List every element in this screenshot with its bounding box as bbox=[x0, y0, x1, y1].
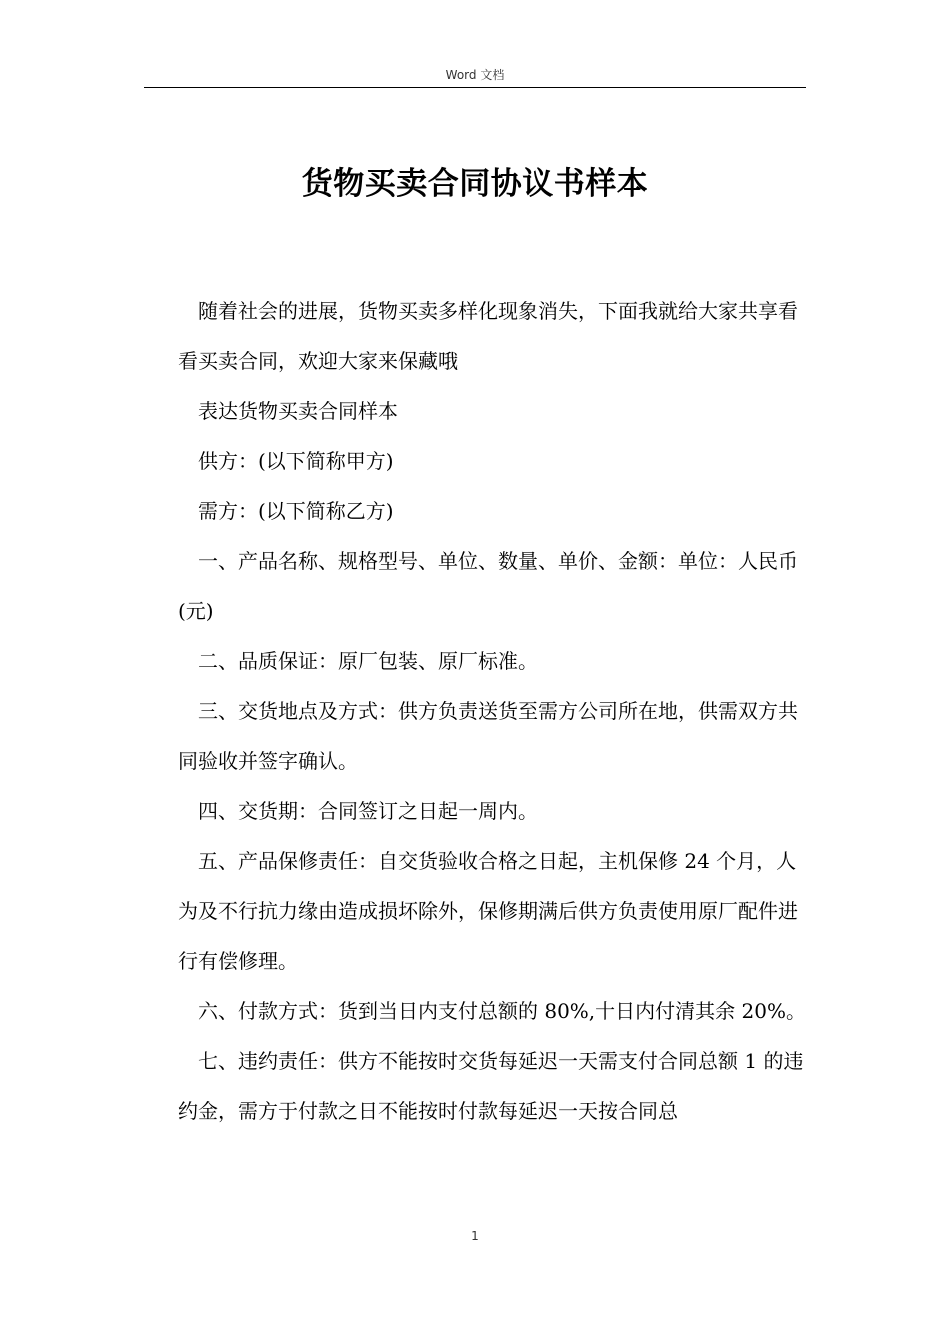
clause-4: 四、交货期：合同签订之日起一周内。 bbox=[198, 799, 538, 823]
clause-5: 五、产品保修责任：自交货验收合格之日起，主机保修 24 个月，人为及不行抗力缘由造成损坏除外，保修期满后供方负责使用原厂配件进行有偿修理。 bbox=[178, 849, 798, 973]
header-divider bbox=[144, 87, 806, 88]
clause-3: 三、交货地点及方式：供方负责送货至需方公司所在地，供需双方共同验收并签字确认。 bbox=[178, 699, 798, 773]
clause-1: 一、产品名称、规格型号、单位、数量、单价、金额：单位：人民币(元) bbox=[178, 549, 798, 623]
paragraph-supplier: 供方：(以下简称甲方) bbox=[198, 449, 394, 473]
paragraph-subtitle: 表达货物买卖合同样本 bbox=[198, 399, 398, 423]
page-header: Word 文档 bbox=[445, 68, 505, 82]
paragraph-buyer: 需方：(以下简称乙方) bbox=[198, 499, 394, 523]
clause-2: 二、品质保证：原厂包装、原厂标准。 bbox=[198, 649, 538, 673]
clause-7: 七、违约责任：供方不能按时交货每延迟一天需支付合同总额 1 的违约金，需方于付款之日不能按时付款每延迟一天按合同总 bbox=[178, 1049, 804, 1123]
document-title: 货物买卖合同协议书样本 bbox=[301, 166, 649, 202]
page-number: 1 bbox=[471, 1229, 479, 1243]
clause-6: 六、付款方式：货到当日内支付总额的 80%,十日内付清其余 20%。 bbox=[198, 999, 806, 1023]
paragraph-intro: 随着社会的进展，货物买卖多样化现象消失，下面我就给大家共享看看买卖合同，欢迎大家来保藏哦 bbox=[178, 299, 798, 373]
document-body bbox=[178, 286, 806, 1136]
